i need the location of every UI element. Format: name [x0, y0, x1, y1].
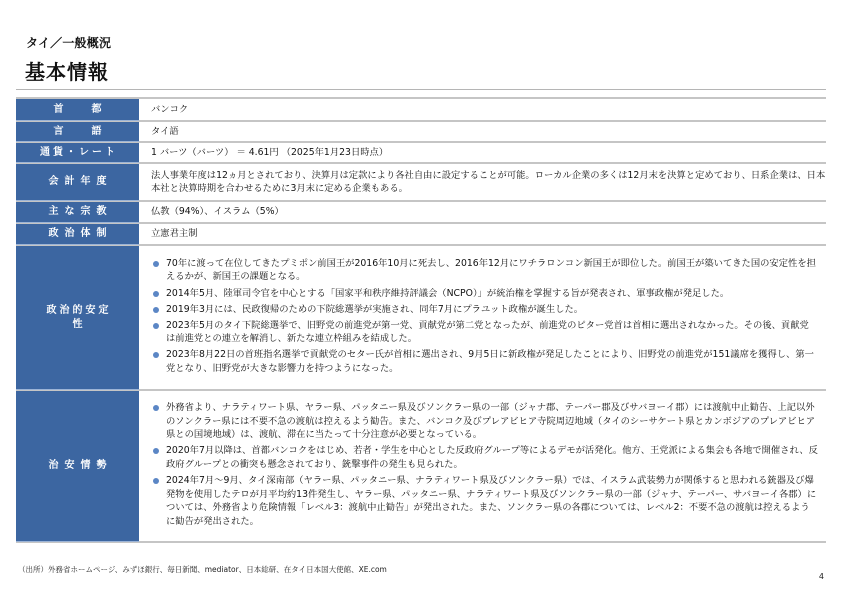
section-subtitle: タイ／一般概況 [26, 36, 112, 50]
list-item: 2023年5月のタイ下院総選挙で、旧野党の前進党が第一党、貢献党が第二党となったが、前進党のピター党首は首相に選出されなかった。その後、貢献党は前進党との連立を解消し、新たな連立枠組みを結成した。 [151, 319, 826, 346]
row-political-stability [16, 246, 826, 391]
row-label: 首都 [16, 99, 139, 121]
row-currency [16, 143, 826, 164]
page-title: 基本情報 [25, 60, 109, 84]
row-label-line2: 性 [72, 318, 86, 330]
page-number: 4 [818, 572, 824, 581]
bullet-dot-icon [153, 478, 159, 484]
row-security [16, 391, 826, 543]
row-label-line1: 政治的安定 [46, 305, 112, 316]
row-value [139, 391, 826, 541]
list-item: 70年に渡って在位してきたプミポン前国王が2016年10月に死去し、2016年12月にワチラロンコン新国王が即位した。前国王が築いてきた国の安定性を担えるかが、新国王の課題となる。 [151, 257, 826, 284]
row-fiscal-year [16, 164, 826, 202]
bullet-dot-icon [153, 323, 159, 329]
row-value: バンコク [151, 103, 189, 115]
bullet-dot-icon [153, 261, 159, 267]
row-label: 治安情勢 [16, 391, 139, 542]
header-divider [16, 89, 826, 90]
row-religion [16, 202, 826, 224]
bullet-dot-icon [153, 291, 159, 297]
list-item: 外務省より、ナラティワート県、ヤラー県、パッタニー県及びソンクラー県の一部（ジャナ郡、テーパー郡及びサバヨーイ郡）には渡航中止勧告、上記以外のソンクラー県には不要不急の渡航は控えるよう勧告。また、バンコク及びプレアビヒア寺院周辺地域（タイのシーサケート県とカンボジアのプレアビヒア県との国境地域）は、渡航、滞在に当たって十分注意が必要となっている。 [151, 401, 826, 442]
bullet-dot-icon [153, 352, 159, 358]
list-item: 2023年8月22日の首班指名選挙で貢献党のセター氏が首相に選出され、9月5日に新政権が発足したことにより、旧野党の前進党が151議席を獲得し、第一党となり、旧野党が大きな影響力を持つようになった。 [151, 348, 826, 375]
row-value: 1 バーツ（バーツ） ＝ 4.61円 （2025年1月23日時点） [151, 146, 389, 158]
row-value: 仏教（94%）、イスラム（5%） [151, 206, 284, 218]
bullet-dot-icon [153, 405, 159, 411]
row-label [16, 246, 139, 390]
list-item: 2014年5月、陸軍司令官を中心とする「国家平和秩序維持評議会（NCPO）」が統治権を掌握する旨が発表され、軍事政権が発足した。 [151, 287, 826, 301]
row-label: 政治体制 [16, 224, 139, 245]
row-label: 通貨・レート [16, 143, 139, 163]
basic-info-table [16, 97, 826, 543]
row-value [139, 246, 826, 389]
row-value: タイ語 [151, 125, 179, 137]
row-value: 立憲君主制 [151, 228, 198, 240]
bullet-dot-icon [153, 307, 159, 313]
source-note: （出所）外務省ホームページ、みずほ銀行、毎日新聞、mediator、日本総研、在タイ日本国大使館、XE.com [18, 565, 387, 574]
row-capital [16, 99, 826, 122]
row-value: 法人事業年度は12ヵ月とされており、決算月は定款により各社自由に設定することが可能。ローカル企業の多くは12月末を決算と定めており、日系企業は、日本本社と決算時期を合わせるために3月末に定める企業もある。 [151, 169, 826, 194]
stability-bullet-list [151, 255, 826, 380]
security-bullet-list [151, 399, 826, 533]
row-political-system [16, 224, 826, 246]
row-label: 会計年度 [16, 164, 139, 201]
list-item: 2024年7月～9月、タイ深南部（ヤラー県、パッタニー県、ナラティワート県及びソンクラー県）では、イスラム武装勢力が関係すると思われる銃器及び爆発物を使用したテロが月平均約13件発生し、ヤラー県、パッタニー県、ナラティワート県及びソンクラー県の一部（ジャナ、テーパー、サバヨーイ各郡）については、外務省より危険情報「レベル3：渡航中止勧告」が発出された。また、ソンクラー県の各郡については、レベル2：不要不急の渡航は控えるように勧告が発出された。 [151, 474, 826, 528]
row-label: 主な宗教 [16, 202, 139, 223]
list-item: 2020年7月以降は、首都バンコクをはじめ、若者・学生を中心とした反政府グループ等によるデモが活発化。他方、王党派による集会も各地で開催され、反政府グループとの衝突も懸念されており、銃撃事件の発生も見られた。 [151, 444, 826, 471]
bullet-dot-icon [153, 448, 159, 454]
row-label: 言語 [16, 122, 139, 142]
list-item: 2019年3月には、民政復帰のための下院総選挙が実施され、同年7月にプラユット政権が誕生した。 [151, 303, 826, 317]
row-language [16, 122, 826, 143]
